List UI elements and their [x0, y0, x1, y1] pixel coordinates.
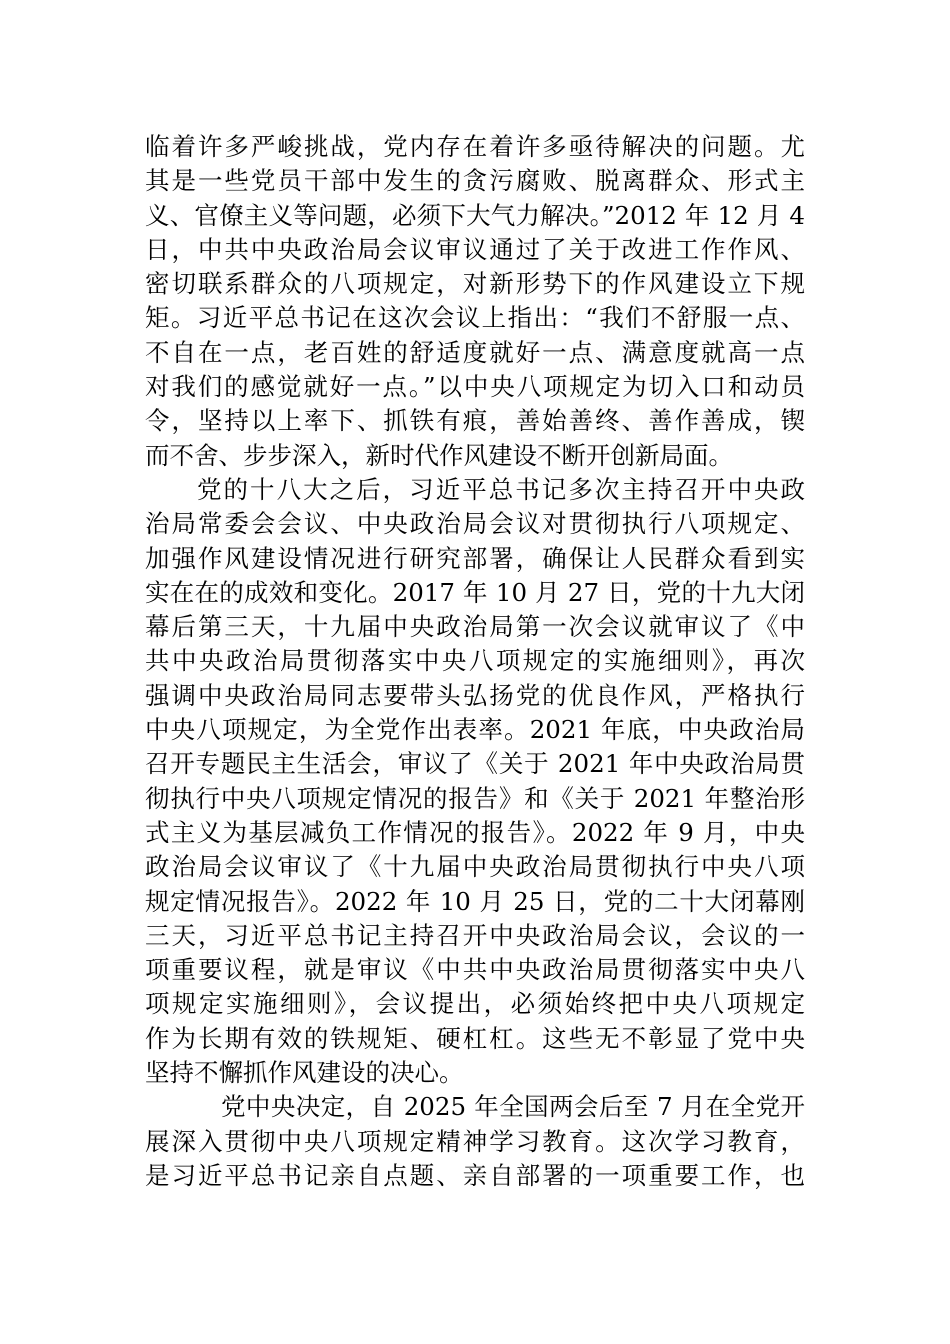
text-line: 党中央决定，自 2025 年全国两会后至 7 月在全党开: [221, 1092, 805, 1122]
text-line: 展深入贯彻中央八项规定精神学习教育。这次学习教育，: [145, 1126, 805, 1156]
paragraph: [145, 473, 805, 1090]
text-line: 密切联系群众的八项规定，对新形势下的作风建设立下规: [145, 269, 805, 299]
text-line: 中央八项规定，为全党作出表率。2021 年底，中央政治局: [145, 715, 805, 745]
text-line: 项重要议程，就是审议《中共中央政治局贯彻落实中央八: [145, 955, 805, 985]
text-line: 实在在的成效和变化。2017 年 10 月 27 日，党的十九大闭: [145, 577, 805, 607]
text-line: 日，中共中央政治局会议审议通过了关于改进工作作风、: [145, 234, 805, 264]
paragraph: [145, 1090, 805, 1193]
text-line: 召开专题民主生活会，审议了《关于 2021 年中央政治局贯: [145, 749, 805, 779]
text-line: 强调中央政治局同志要带头弘扬党的优良作风，严格执行: [145, 680, 805, 710]
body-text: [145, 130, 805, 1193]
text-line: 而不舍、步步深入，新时代作风建设不断开创新局面。: [145, 440, 733, 470]
text-line: 作为长期有效的铁规矩、硬杠杠。这些无不彰显了党中央: [145, 1023, 805, 1053]
paragraph: [145, 130, 805, 473]
text-line: 彻执行中央八项规定情况的报告》和《关于 2021 年整治形: [145, 783, 805, 813]
text-line: 共中央政治局贯彻落实中央八项规定的实施细则》，再次: [145, 646, 805, 676]
text-line: 式主义为基层减负工作情况的报告》。2022 年 9 月，中央: [145, 817, 805, 847]
text-line: 义、官僚主义等问题，必须下大气力解决。”2012 年 12 月 4: [145, 200, 805, 230]
text-line: 对我们的感觉就好一点。”以中央八项规定为切入口和动员: [145, 372, 805, 402]
text-line: 是习近平总书记亲自点题、亲自部署的一项重要工作，也: [145, 1160, 805, 1190]
text-line: 加强作风建设情况进行研究部署，确保让人民群众看到实: [145, 543, 805, 573]
text-line: 幕后第三天，十九届中央政治局第一次会议就审议了《中: [145, 612, 805, 642]
text-line: 党的十八大之后，习近平总书记多次主持召开中央政: [197, 474, 805, 504]
text-line: 其是一些党员干部中发生的贪污腐败、脱离群众、形式主: [145, 166, 805, 196]
text-line: 临着许多严峻挑战，党内存在着许多亟待解决的问题。尤: [145, 132, 805, 161]
text-line: 矩。习近平总书记在这次会议上指出：“我们不舒服一点、: [145, 303, 805, 333]
text-line: 政治局会议审议了《十九届中央政治局贯彻执行中央八项: [145, 852, 805, 882]
text-line: 令，坚持以上率下、抓铁有痕，善始善终、善作善成，锲: [145, 406, 805, 436]
text-line: 坚持不懈抓作风建设的决心。: [145, 1058, 464, 1088]
text-line: 项规定实施细则》，会议提出，必须始终把中央八项规定: [145, 989, 805, 1019]
text-line: 规定情况报告》。2022 年 10 月 25 日，党的二十大闭幕刚: [145, 886, 805, 916]
text-line: 治局常委会会议、中央政治局会议对贯彻执行八项规定、: [145, 509, 805, 539]
text-line: 三天，习近平总书记主持召开中央政治局会议，会议的一: [145, 920, 805, 950]
text-line: 不自在一点，老百姓的舒适度就好一点、满意度就高一点: [145, 337, 805, 367]
